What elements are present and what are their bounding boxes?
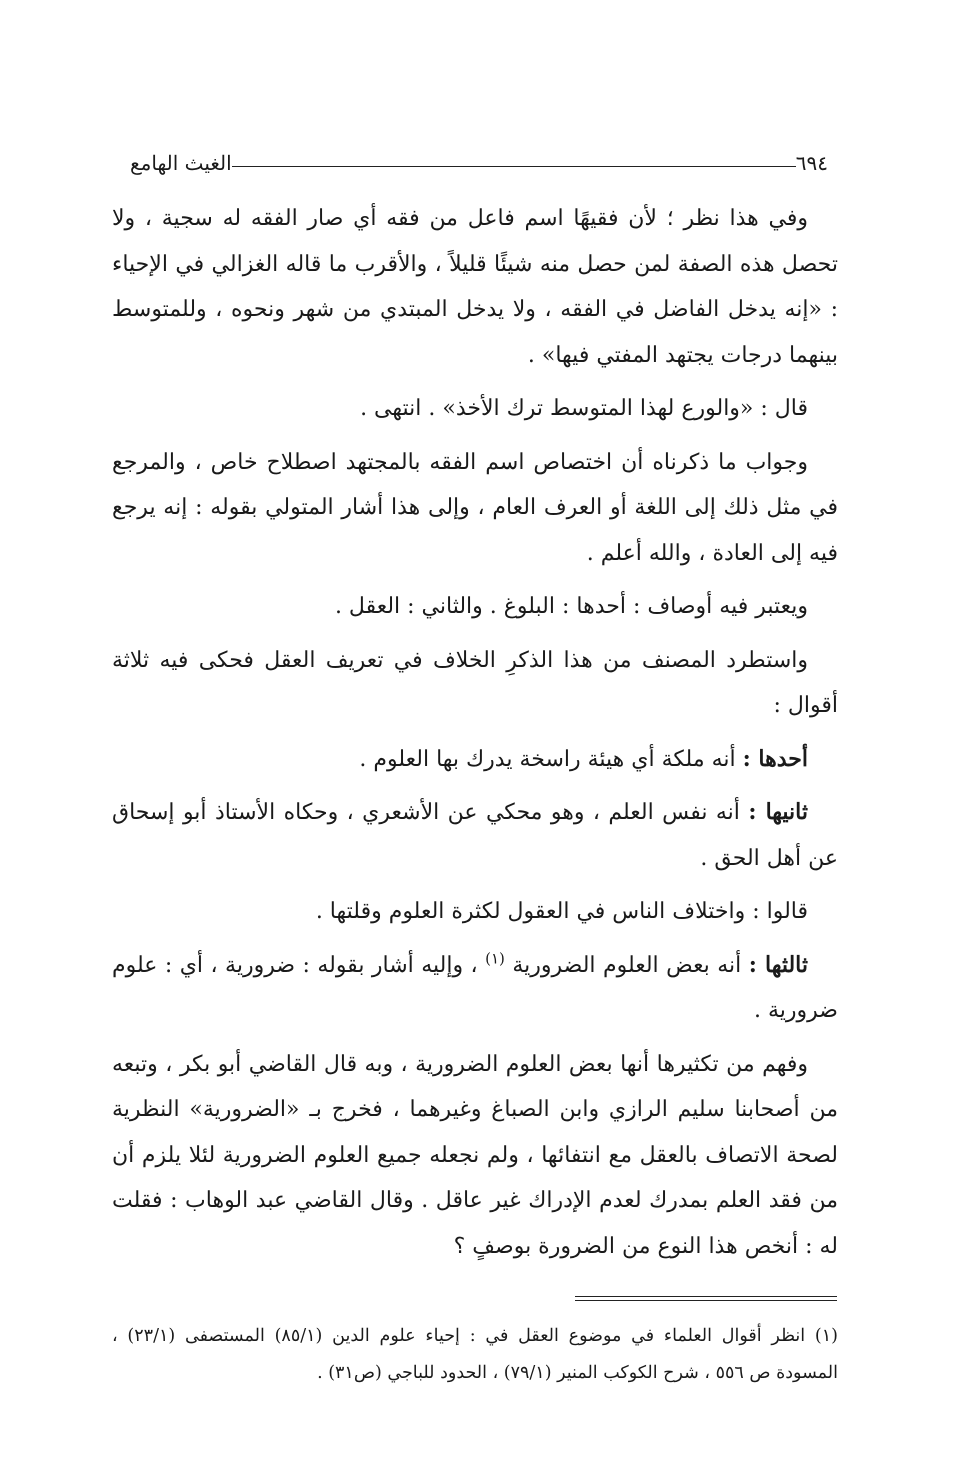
paragraph-8: قالوا : واختلاف الناس في العقول لكثرة العلوم وقلتها . <box>315 899 808 924</box>
footnote-rule-line-2 <box>575 1300 837 1301</box>
paragraph-7 <box>112 790 838 881</box>
third-opinion-label: ثالثها : <box>748 951 808 978</box>
footnote-separator <box>575 1296 837 1304</box>
book-title: الغيث الهامع <box>130 151 232 175</box>
footnote-rule-line-1 <box>575 1296 837 1297</box>
paragraph-10: وفهم من تكثيرها أنها بعض العلوم الضرورية ، وبه قال القاضي أبو بكر ، وتبعه من أصحابنا سليم الرازي وابن الصباغ وغيرهما ، فخرج بـ «الضرورية» النظرية لصحة الاتصاف بالعقل مع انتفائها ، ولم نجعله جميع العلوم الضرورية لئلا يلزم أن من فقد العلم بمدرك لعدم الإدراك غير عاقل . وقال القاضي عبد الوهاب : فقلت له : أنخص هذا النوع من الضرورة بوصفٍ ؟ <box>112 1051 838 1259</box>
third-opinion-text-a: أنه بعض العلوم الضرورية <box>512 952 742 978</box>
third-opinion-text-b: ، وإليه أشار بقوله : ضرورية ، أي : علوم ضرورية . <box>112 952 838 1023</box>
paragraph-4: ويعتبر فيه أوصاف : أحدها : البلوغ . والثاني : العقل . <box>334 594 808 619</box>
first-opinion-text: أنه ملكة أي هيئة راسخة يدرك بها العلوم . <box>359 746 736 772</box>
running-header <box>120 148 838 178</box>
paragraph-5: واستطرد المصنف من هذا الذكرِ الخلاف في تعريف العقل فحكى فيه ثلاثة أقوال : <box>112 647 838 718</box>
footnote-reference[interactable]: (١) <box>485 949 505 968</box>
header-rule <box>232 166 796 167</box>
paragraph-1: وفي هذا نظر ؛ لأن فقيهًا اسم فاعل من فقه أي صار الفقه له سجية ، ولا تحصل هذه الصفة لمن حصل منه شيئًا قليلاً ، والأقرب ما قاله الغزالي في الإحياء : «إنه يدخل الفاضل في الفقه ، ولا يدخل المبتدي من شهر ونحوه ، وللمتوسط بينهما درجات يجتهد المفتي فيها» . <box>112 206 838 368</box>
paragraph-9 <box>112 943 838 1034</box>
main-text <box>112 196 838 1277</box>
page-number: ٦٩٤ <box>795 151 828 175</box>
second-opinion-text: أنه نفس العلم ، وهو محكي عن الأشعري ، وحكاه الأستاذ أبو إسحاق عن أهل الحق . <box>112 800 838 871</box>
paragraph-2: قال : «والورع لهذا المتوسط ترك الأخذ» . انتهى . <box>360 396 808 421</box>
paragraph-6 <box>112 737 838 783</box>
footnote-1: (١) انظر أقوال العلماء في موضوع العقل في : إحياء علوم الدين (٨٥/١) المستصفى (٢٣/١) ، المسودة ص ٥٥٦ ، شرح الكوكب المنير (٧٩/١) ، الحدود للباجي (ص٣١) . <box>112 1326 838 1383</box>
paragraph-3: وجواب ما ذكرناه أن اختصاص اسم الفقه بالمجتهد اصطلاح خاص ، والمرجع في مثل ذلك إلى اللغة أو العرف العام ، وإلى هذا أشار المتولي بقوله : إنه يرجع فيه إلى العادة ، والله أعلم . <box>112 449 838 566</box>
second-opinion-label: ثانيها : <box>748 799 809 825</box>
first-opinion-label: أحدها : <box>742 745 808 772</box>
footnotes <box>112 1318 838 1392</box>
